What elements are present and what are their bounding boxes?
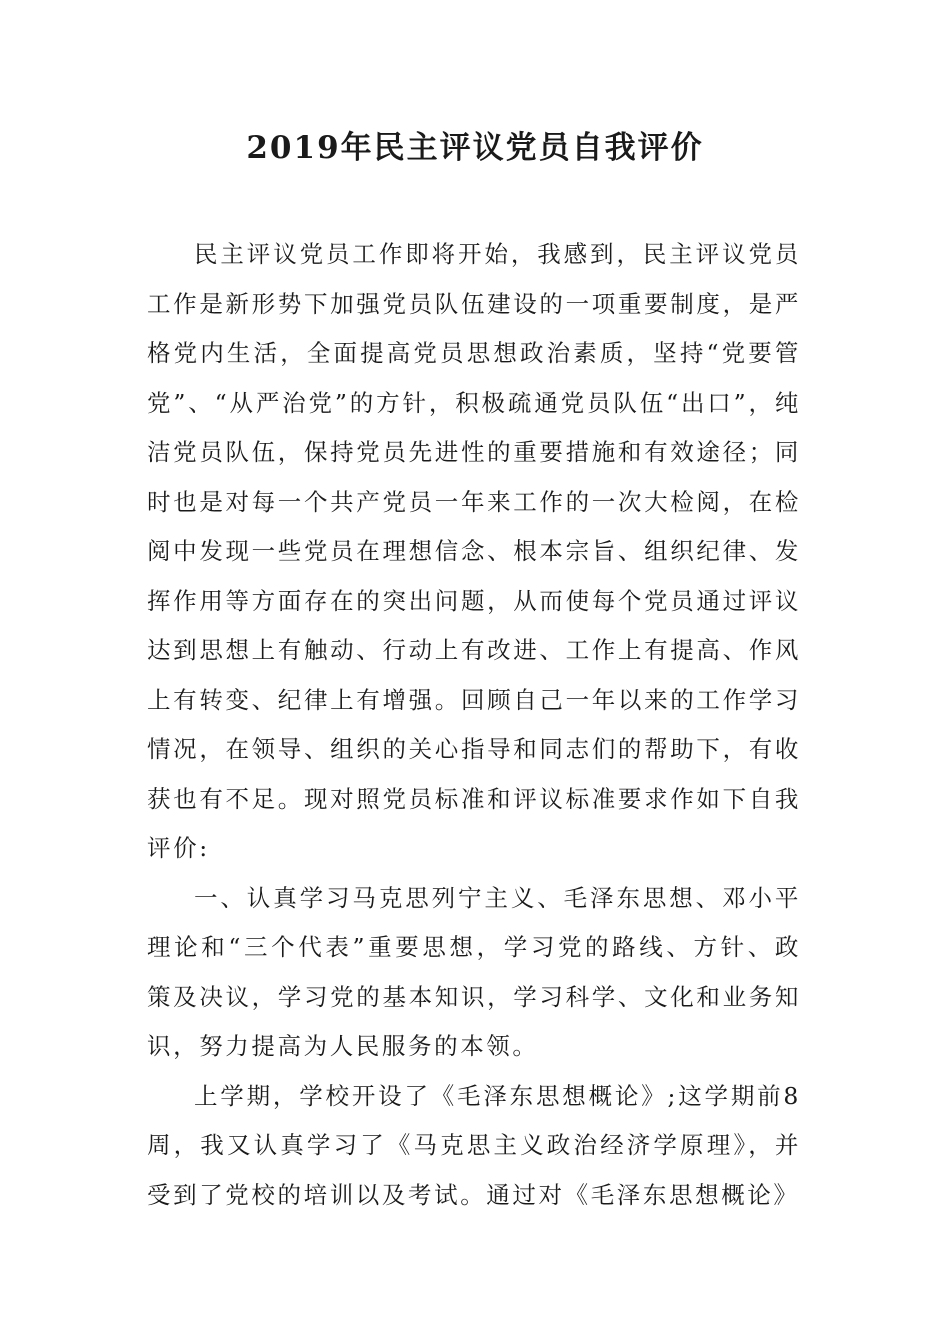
- paragraph-intro: 民主评议党员工作即将开始，我感到，民主评议党员工作是新形势下加强党员队伍建设的一项重要制度，是严格党内生活，全面提高党员思想政治素质，坚持“党要管党”、“从严治党”的方针，积极疏通党员队伍“出口”，纯洁党员队伍，保持党员先进性的重要措施和有效途径；同时也是对每一个共产党员一年来工作的一次大检阅，在检阅中发现一些党员在理想信念、根本宗旨、组织纪律、发挥作用等方面存在的突出问题，从而使每个党员通过评议达到思想上有触动、行动上有改进、工作上有提高、作风上有转变、纪律上有增强。回顾自己一年以来的工作学习情况，在领导、组织的关心指导和同志们的帮助下，有收获也有不足。现对照党员标准和评议标准要求作如下自我评价:: [147, 240, 801, 862]
- paragraph-section-one: 一、认真学习马克思列宁主义、毛泽东思想、邓小平理论和“三个代表”重要思想，学习党的路线、方针、政策及决议，学习党的基本知识，学习科学、文化和业务知识，努力提高为人民服务的本领。: [147, 883, 801, 1060]
- paragraph-last-semester: 上学期，学校开设了《毛泽东思想概论》;这学期前8周，我又认真学习了《马克思主义政治经济学原理》，并受到了党校的培训以及考试。通过对《毛泽东思想概论》: [147, 1081, 801, 1209]
- document-title: 2019年民主评议党员自我评价: [246, 130, 704, 166]
- document-body: [147, 230, 801, 1220]
